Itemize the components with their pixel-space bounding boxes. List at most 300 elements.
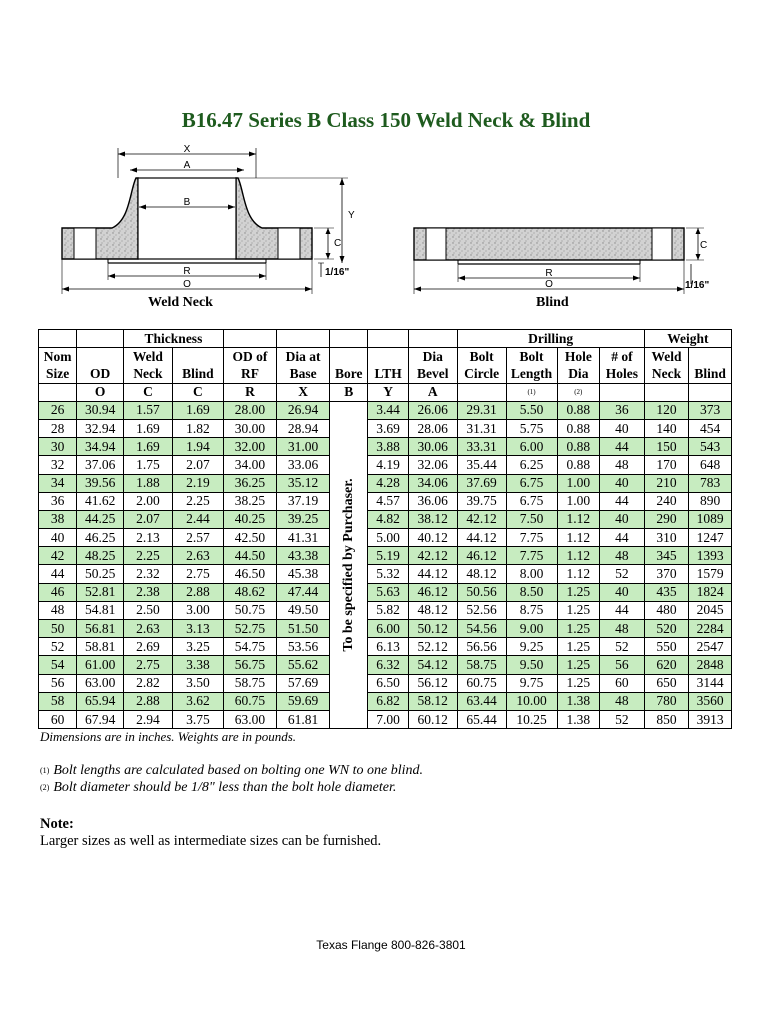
table-cell: 44 [600,438,645,456]
table-cell: 783 [689,474,732,492]
table-cell: 3.25 [172,638,223,656]
col-holes-header: Holes [600,365,645,383]
table-cell: 543 [689,438,732,456]
table-cell: 60.75 [223,692,276,710]
table-cell: 10.00 [506,692,557,710]
table-cell: 8.00 [506,565,557,583]
table-cell: 48 [600,620,645,638]
blind-dim-gap-label: 1/16" [685,280,710,291]
page-title: B16.47 Series B Class 150 Weld Neck & Blind [181,108,591,132]
table-cell: 3.38 [172,656,223,674]
table-row [39,710,732,728]
table-cell: 3.13 [172,620,223,638]
table-cell: 36.06 [408,492,457,510]
table-cell: 60 [39,710,77,728]
table-cell: 40 [600,510,645,528]
table-cell: 2.94 [124,710,173,728]
table-cell: 50.56 [457,583,506,601]
table-row [39,419,732,437]
sym-bore: B [330,383,368,401]
footnote-2 [40,780,396,796]
table-cell: 3.88 [368,438,408,456]
col-od-header: OD [77,365,124,383]
table-cell: 1393 [689,547,732,565]
table-cell: 52.56 [457,601,506,619]
blind-dim-o-label: O [545,279,553,290]
table-cell: 44.12 [408,565,457,583]
table-cell: 48.25 [77,547,124,565]
table-cell: 2.57 [172,529,223,547]
table-cell: 3560 [689,692,732,710]
table-cell: 58.81 [77,638,124,656]
col-hole-header: Hole [557,348,600,366]
table-cell: 56 [600,656,645,674]
col-w-neck-header: Neck [644,365,689,383]
table-cell: 1.94 [172,438,223,456]
table-cell: 40 [600,583,645,601]
dim-b-label: B [183,197,191,208]
table-cell: 34.94 [77,438,124,456]
blind-diagram [404,224,724,300]
table-cell: 1.82 [172,419,223,437]
table-cell: 54 [39,656,77,674]
table-cell: 40 [600,474,645,492]
table-cell: 2.07 [124,510,173,528]
table-cell: 1.25 [557,583,600,601]
dim-c-label: C [334,238,342,249]
table-cell: 54.81 [77,601,124,619]
table-cell: 2.13 [124,529,173,547]
col-weld-header: Weld [124,348,173,366]
table-cell: 6.00 [506,438,557,456]
table-cell: 7.00 [368,710,408,728]
table-cell: 31.31 [457,419,506,437]
table-cell: 9.50 [506,656,557,674]
table-cell: 2.32 [124,565,173,583]
table-cell: 2.63 [124,620,173,638]
table-cell: 2.88 [124,692,173,710]
table-cell: 34.06 [408,474,457,492]
table-cell: 44.12 [457,529,506,547]
table-cell: 1824 [689,583,732,601]
table-cell: 37.19 [277,492,330,510]
table-cell: 9.00 [506,620,557,638]
table-cell: 6.82 [368,692,408,710]
table-cell: 54.56 [457,620,506,638]
table-cell: 5.19 [368,547,408,565]
table-cell: 56.12 [408,674,457,692]
table-cell: 56.81 [77,620,124,638]
table-cell: 44 [600,601,645,619]
table-row [39,601,732,619]
table-row [39,492,732,510]
table-cell: 3913 [689,710,732,728]
table-cell: 5.75 [506,419,557,437]
footnote-1 [40,763,423,779]
table-cell: 520 [644,620,689,638]
table-cell: 3.50 [172,674,223,692]
table-row [39,401,732,419]
table-cell: 1.69 [124,438,173,456]
footnote-1-mark: (1) [40,766,50,775]
table-cell: 58.75 [223,674,276,692]
dim-a-label: A [183,160,191,171]
table-cell: 44.50 [223,547,276,565]
table-cell: 54.75 [223,638,276,656]
table-cell: 30 [39,438,77,456]
col-dia-at-header: Dia at [277,348,330,366]
table-cell: 52 [600,565,645,583]
table-cell: 2.19 [172,474,223,492]
table-cell: 3.44 [368,401,408,419]
table-cell: 57.69 [277,674,330,692]
table-cell: 1.12 [557,547,600,565]
table-cell: 1089 [689,510,732,528]
weld-neck-caption: Weld Neck [148,295,213,310]
table-cell: 40.25 [223,510,276,528]
table-cell: 41.62 [77,492,124,510]
table-cell: 45.38 [277,565,330,583]
table-cell: 0.88 [557,438,600,456]
table-cell: 39.56 [77,474,124,492]
table-cell: 35.44 [457,456,506,474]
table-cell: 51.50 [277,620,330,638]
header-row-2 [39,365,732,383]
table-cell: 34 [39,474,77,492]
table-cell: 890 [689,492,732,510]
table-cell: 53.56 [277,638,330,656]
table-cell: 63.00 [77,674,124,692]
table-cell: 63.44 [457,692,506,710]
col-size-header: Size [39,365,77,383]
table-cell: 150 [644,438,689,456]
table-cell: 65.94 [77,692,124,710]
table-cell: 46.12 [457,547,506,565]
col-nom-header: Nom [39,348,77,366]
table-cell: 6.50 [368,674,408,692]
table-cell: 1.38 [557,692,600,710]
col-od-of-header: OD of [223,348,276,366]
table-cell: 2.50 [124,601,173,619]
table-cell: 1.38 [557,710,600,728]
table-cell: 1.57 [124,401,173,419]
table-cell: 5.00 [368,529,408,547]
table-row [39,474,732,492]
table-cell: 7.50 [506,510,557,528]
table-cell: 2547 [689,638,732,656]
table-cell: 65.44 [457,710,506,728]
table-cell: 46.50 [223,565,276,583]
table-cell: 6.75 [506,474,557,492]
table-cell: 1.12 [557,510,600,528]
table-cell: 48 [600,456,645,474]
table-cell: 4.57 [368,492,408,510]
sym-bevel: A [408,383,457,401]
table-cell: 850 [644,710,689,728]
table-cell: 140 [644,419,689,437]
table-cell: 26.94 [277,401,330,419]
group-header-row [39,330,732,348]
weld-neck-drawing [52,142,372,300]
col-bolt-header: Bolt [457,348,506,366]
table-cell: 1579 [689,565,732,583]
table-cell: 2.63 [172,547,223,565]
table-cell: 50.75 [223,601,276,619]
table-cell: 67.94 [77,710,124,728]
table-cell: 40 [600,419,645,437]
table-cell: 1.25 [557,601,600,619]
table-cell: 1.00 [557,492,600,510]
table-cell: 39.25 [277,510,330,528]
table-row [39,638,732,656]
thickness-group-header: Thickness [124,330,224,348]
table-cell: 10.25 [506,710,557,728]
table-cell: 3.75 [172,710,223,728]
table-cell: 5.63 [368,583,408,601]
sym-base: X [277,383,330,401]
col-lth-header: LTH [368,365,408,383]
dim-o-label: O [183,279,191,290]
blind-drawing [404,224,724,300]
table-cell: 1.25 [557,656,600,674]
table-cell: 2.25 [124,547,173,565]
table-cell: 33.06 [277,456,330,474]
table-cell: 44.25 [77,510,124,528]
table-cell: 60.75 [457,674,506,692]
table-cell: 40.12 [408,529,457,547]
table-cell: 2.07 [172,456,223,474]
table-cell: 2284 [689,620,732,638]
table-cell: 345 [644,547,689,565]
table-cell: 59.69 [277,692,330,710]
table-cell: 2.25 [172,492,223,510]
footnote-2-mark: (2) [40,783,50,792]
table-cell: 44 [39,565,77,583]
table-cell: 32.06 [408,456,457,474]
dim-r-label: R [183,266,191,277]
table-cell: 28.94 [277,419,330,437]
table-row [39,547,732,565]
table-cell: 0.88 [557,419,600,437]
table-cell: 0.88 [557,456,600,474]
table-cell: 61.00 [77,656,124,674]
table-cell: 36 [39,492,77,510]
table-cell: 56.75 [223,656,276,674]
table-cell: 480 [644,601,689,619]
table-cell: 30.00 [223,419,276,437]
table-cell: 26.06 [408,401,457,419]
header-row-1 [39,348,732,366]
table-cell: 290 [644,510,689,528]
table-cell: 370 [644,565,689,583]
table-cell: 1.12 [557,565,600,583]
col-bolt2-header: Bolt [506,348,557,366]
table-cell: 2.44 [172,510,223,528]
table-cell: 32.94 [77,419,124,437]
note-heading: Note: [40,816,74,832]
table-cell: 780 [644,692,689,710]
table-cell: 50.12 [408,620,457,638]
table-cell: 36 [600,401,645,419]
table-cell: 31.00 [277,438,330,456]
col-dia-header: Dia [408,348,457,366]
sym-note2: (2) [557,383,600,401]
table-cell: 6.13 [368,638,408,656]
table-cell: 4.19 [368,456,408,474]
weight-group-header: Weight [644,330,731,348]
col-num-of-header: # of [600,348,645,366]
table-cell: 7.75 [506,547,557,565]
table-cell: 42.50 [223,529,276,547]
table-row [39,565,732,583]
table-cell: 6.00 [368,620,408,638]
table-cell: 39.75 [457,492,506,510]
flange-spec-table [38,329,732,729]
footer-contact: Texas Flange 800-826-3801 [316,938,466,952]
table-cell: 56.56 [457,638,506,656]
table-cell: 1247 [689,529,732,547]
table-cell: 52.12 [408,638,457,656]
table-cell: 2.75 [124,656,173,674]
table-cell: 44 [600,529,645,547]
table-cell: 3.62 [172,692,223,710]
table-cell: 29.31 [457,401,506,419]
table-cell: 6.75 [506,492,557,510]
table-cell: 454 [689,419,732,437]
table-cell: 37.69 [457,474,506,492]
table-row [39,583,732,601]
sym-weld-neck: C [124,383,173,401]
table-cell: 46 [39,583,77,601]
col-length-header: Length [506,365,557,383]
sym-lth: Y [368,383,408,401]
table-cell: 210 [644,474,689,492]
col-blind-header: Blind [172,365,223,383]
table-cell: 435 [644,583,689,601]
table-cell: 1.00 [557,474,600,492]
table-cell: 42.12 [408,547,457,565]
table-cell: 42.12 [457,510,506,528]
table-cell: 30.94 [77,401,124,419]
table-cell: 47.44 [277,583,330,601]
table-row [39,656,732,674]
col-w-blind-header: Blind [689,365,732,383]
table-cell: 1.25 [557,620,600,638]
table-cell: 48 [600,692,645,710]
table-cell: 6.25 [506,456,557,474]
footnote-1-text: Bolt lengths are calculated based on bolting one WN to one blind. [53,763,423,778]
table-cell: 52 [600,638,645,656]
table-cell: 2.82 [124,674,173,692]
table-cell: 37.06 [77,456,124,474]
table-cell: 48.12 [457,565,506,583]
table-body [39,401,732,728]
table-cell: 2848 [689,656,732,674]
col-circle-header: Circle [457,365,506,383]
table-cell: 2.75 [172,565,223,583]
table-cell: 650 [644,674,689,692]
table-cell: 50 [39,620,77,638]
table-cell: 170 [644,456,689,474]
table-cell: 52.81 [77,583,124,601]
table-cell: 48 [600,547,645,565]
table-cell: 0.88 [557,401,600,419]
table-row [39,674,732,692]
table-cell: 38 [39,510,77,528]
table-cell: 56 [39,674,77,692]
table-cell: 9.75 [506,674,557,692]
table-cell: 5.50 [506,401,557,419]
table-cell: 4.28 [368,474,408,492]
table-cell: 50.25 [77,565,124,583]
footnote-2-text: Bolt diameter should be 1/8" less than the bolt hole diameter. [53,780,397,795]
table-cell: 32 [39,456,77,474]
table-cell: 373 [689,401,732,419]
table-cell: 41.31 [277,529,330,547]
table-cell: 35.12 [277,474,330,492]
units-note: Dimensions are in inches. Weights are in pounds. [40,729,297,744]
table-cell: 52.75 [223,620,276,638]
table-cell: 28.00 [223,401,276,419]
table-cell: 3.00 [172,601,223,619]
table-cell: 55.62 [277,656,330,674]
sym-note1: (1) [506,383,557,401]
table-cell: 33.31 [457,438,506,456]
table-cell: 60 [600,674,645,692]
col-hole-dia-header: Dia [557,365,600,383]
table-cell: 58.12 [408,692,457,710]
note-text: Larger sizes as well as intermediate sizes can be furnished. [40,833,382,849]
table-cell: 58.75 [457,656,506,674]
blind-dim-c-label: C [700,240,708,251]
col-bevel-header: Bevel [408,365,457,383]
col-bore-header: Bore [330,365,368,383]
table-row [39,456,732,474]
table-cell: 54.12 [408,656,457,674]
table-cell: 52 [39,638,77,656]
col-rf-header: RF [223,365,276,383]
table-cell: 3144 [689,674,732,692]
table-cell: 43.38 [277,547,330,565]
table-cell: 1.25 [557,674,600,692]
drilling-group-header: Drilling [457,330,644,348]
table-cell: 48 [39,601,77,619]
table-cell: 58 [39,692,77,710]
table-cell: 5.82 [368,601,408,619]
col-base-header: Base [277,365,330,383]
table-cell: 44 [600,492,645,510]
table-cell: 30.06 [408,438,457,456]
table-cell: 1.12 [557,529,600,547]
table-cell: 2045 [689,601,732,619]
table-cell: 48.12 [408,601,457,619]
table-cell: 26 [39,401,77,419]
blind-dim-r-label: R [545,268,553,279]
blind-caption: Blind [536,295,569,310]
table-cell: 1.69 [124,419,173,437]
table-cell: 2.38 [124,583,173,601]
sym-rf: R [223,383,276,401]
bore-note-cell [330,401,368,728]
col-neck-header: Neck [124,365,173,383]
table-cell: 3.69 [368,419,408,437]
table-cell: 310 [644,529,689,547]
table-cell: 32.00 [223,438,276,456]
dim-x-label: X [183,144,191,155]
table-cell: 42 [39,547,77,565]
bore-note: To be specified by Purchaser. [340,478,356,652]
table-cell: 7.75 [506,529,557,547]
